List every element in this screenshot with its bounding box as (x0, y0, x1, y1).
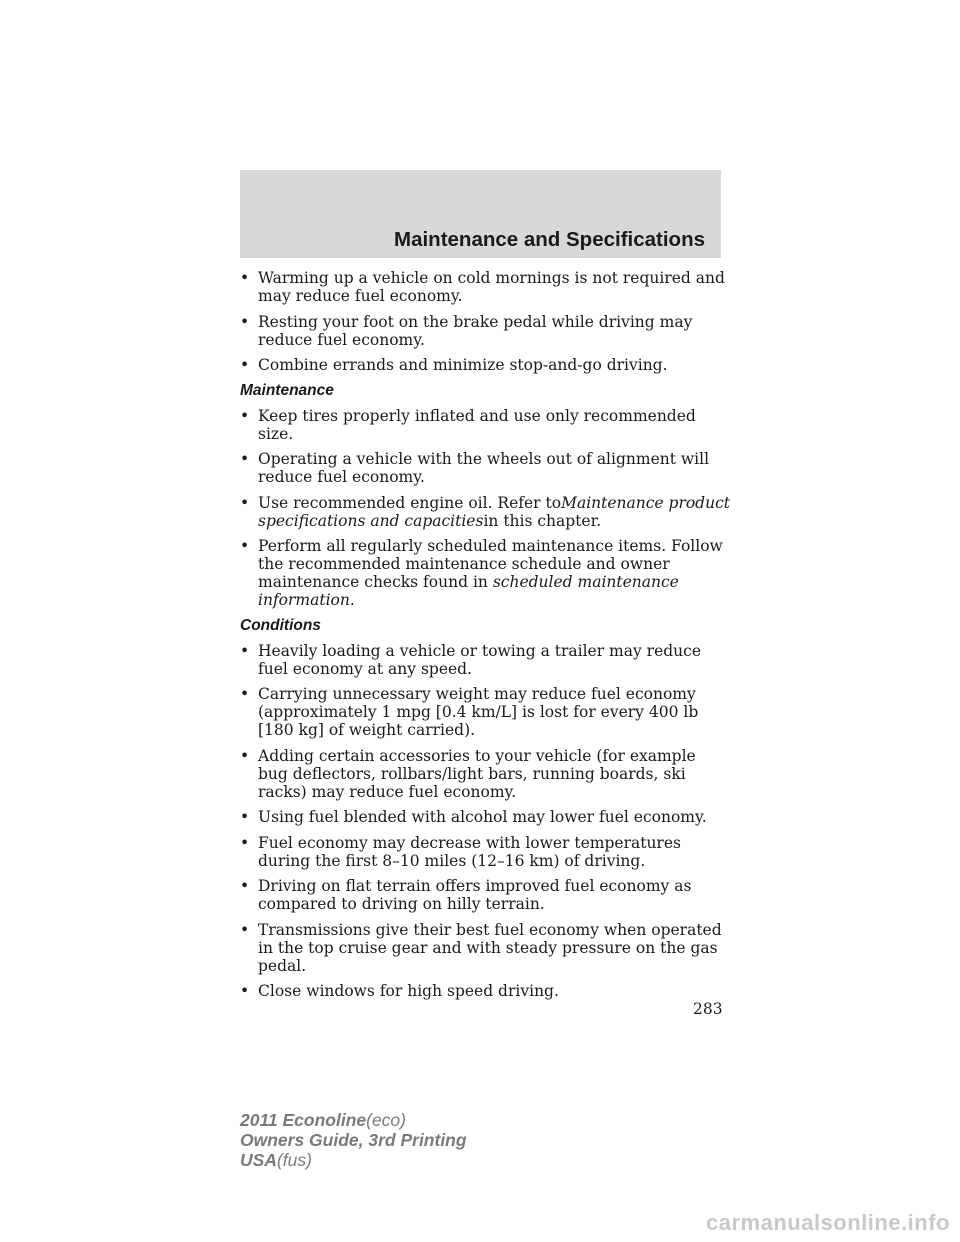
list-item: • Using fuel blended with alcohol may lower fuel economy. (240, 808, 707, 826)
watermark: carmanualsonline.info (706, 1210, 950, 1235)
bullet-marker: • (240, 982, 250, 1000)
bullet-marker: • (240, 269, 250, 287)
cross-reference-link: scheduled maintenance information. (258, 573, 679, 609)
list-item: • Adding certain accessories to your vehicle (for example bug deflectors, rollbars/light bars, running boards, ski racks) may reduce fuel economy. (240, 746, 696, 801)
section-header-band (240, 170, 721, 258)
bullet-marker: • (240, 685, 250, 703)
bullet-marker: • (240, 450, 250, 468)
footer-line-model: 2011 Econoline(eco) (240, 1110, 406, 1130)
page-content (240, 269, 730, 1008)
document-footer (240, 1110, 467, 1170)
list-item: • Transmissions give their best fuel economy when operated in the top cruise gear and with steady pressure on the gas pedal. (240, 920, 722, 975)
bullet-marker: • (240, 537, 250, 555)
bullet-marker: • (240, 641, 250, 660)
bullet-marker: • (240, 406, 250, 425)
list-item: • Perform all regularly scheduled maintenance items. Follow the recommended maintenance schedule and owner maintenance checks found in scheduled maintenance information. (240, 537, 723, 609)
bullet-marker: • (240, 833, 250, 852)
list-item: • Resting your foot on the brake pedal while driving may reduce fuel economy. (240, 312, 693, 349)
page-number: 283 (693, 1000, 723, 1018)
bullet-marker: • (240, 746, 250, 765)
bullet-marker: • (240, 493, 250, 512)
list-item: • Use recommended engine oil. Refer toMaintenance product specifications and capacitiesin this chapter. (240, 493, 730, 530)
footer-line-region: USA(fus) (240, 1150, 312, 1170)
cross-reference-link: Maintenance product specifications and capacities (258, 493, 730, 530)
list-item: • Fuel economy may decrease with lower temperatures during the first 8–10 miles (12–16 km) of driving. (240, 833, 681, 870)
bullet-marker: • (240, 877, 250, 895)
list-item: • Combine errands and minimize stop-and-go driving. (240, 356, 668, 374)
list-item: • Warming up a vehicle on cold mornings is not required and may reduce fuel economy. (240, 269, 725, 305)
bullet-marker: • (240, 312, 250, 331)
list-item: • Driving on flat terrain offers improved fuel economy as compared to driving on hilly terrain. (240, 877, 692, 913)
bullet-marker: • (240, 920, 250, 939)
list-item: • Keep tires properly inflated and use only recommended size. (240, 406, 696, 443)
list-item: • Carrying unnecessary weight may reduce fuel economy (approximately 1 mpg [0.4 km/L] is lost for every 400 lb [180 kg] of weight carried). (240, 685, 699, 739)
maintenance-heading: Maintenance (240, 381, 334, 399)
footer-line-guide: Owners Guide, 3rd Printing (240, 1130, 467, 1150)
conditions-heading: Conditions (240, 616, 321, 634)
list-item: • Operating a vehicle with the wheels out of alignment will reduce fuel economy. (240, 450, 710, 486)
section-title: Maintenance and Specifications (394, 228, 705, 251)
bullet-marker: • (240, 356, 250, 374)
bullet-marker: • (240, 808, 250, 826)
list-item: • Heavily loading a vehicle or towing a trailer may reduce fuel economy at any speed. (240, 641, 702, 678)
list-item: • Close windows for high speed driving. (240, 982, 559, 1000)
